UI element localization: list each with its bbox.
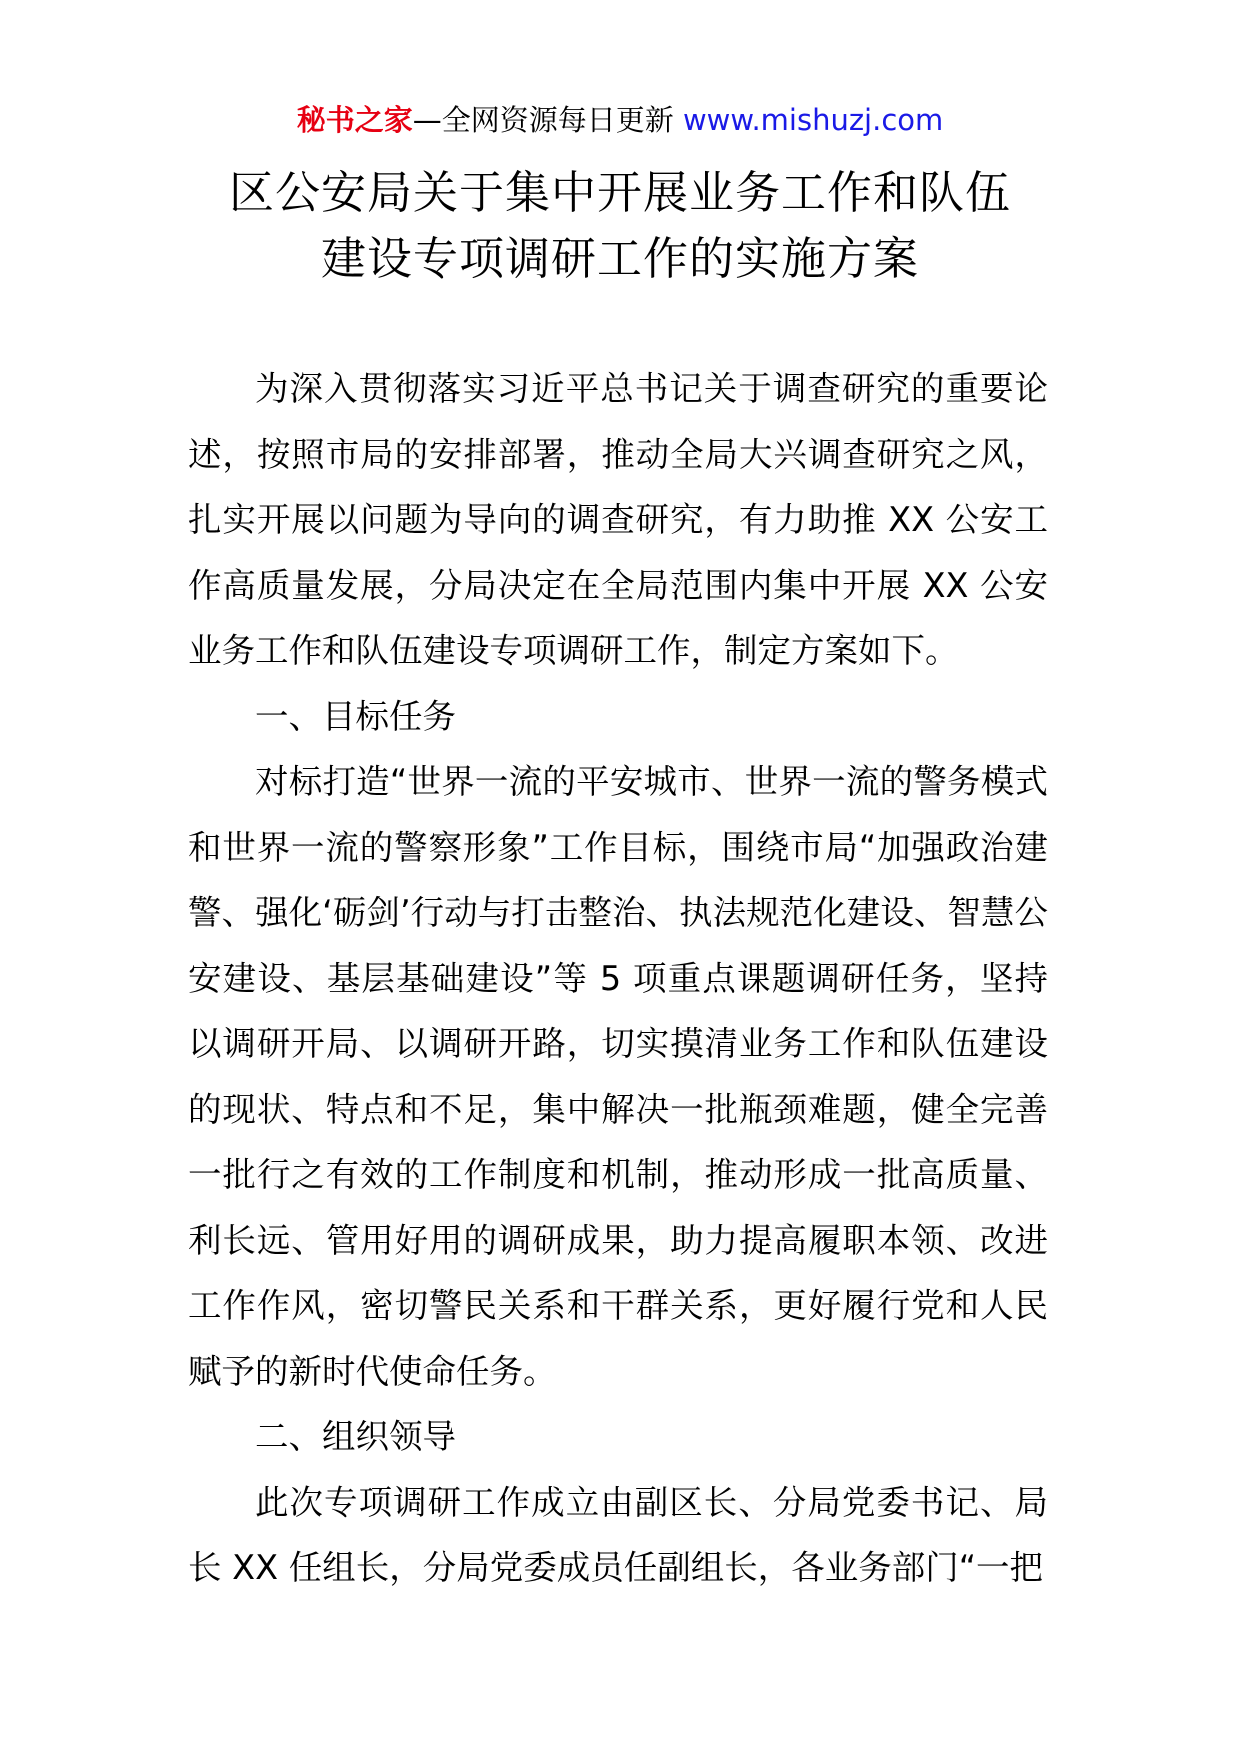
site-tagline: —全网资源每日更新 [412, 103, 683, 137]
site-header [0, 100, 1240, 140]
site-url-link[interactable]: www.mishuzj.com [682, 103, 944, 137]
document-title-line-2: 建设专项调研工作的实施方案 [320, 232, 919, 285]
goals-paragraph: 对标打造“世界一流的平安城市、世界一流的警务模式和世界一流的警察形象”工作目标，围绕市局“加强政治建警、强化‘砺剑’行动与打击整治、执法规范化建设、智慧公安建设、基层基础建设”等 5 项重点课题调研任务，坚持以调研开局、以调研开路，切实摸清业务工作和队伍建设的现状、特点和不足，集中解决一批瓶颈难题，健全完善一批行之有效的工作制度和机制，推动形成一批高质量、利长远、管用好用的调研成果，助力提高履职本领、改进工作作风，密切警民关系和干群关系，更好履行党和人民赋予的新时代使命任务。 [188, 762, 1048, 1391]
section-heading-organization: 二、组织领导 [255, 1417, 456, 1456]
site-brand: 秘书之家 [296, 103, 413, 137]
document-body [188, 356, 1048, 1601]
intro-paragraph: 为深入贯彻落实习近平总书记关于调查研究的重要论述，按照市局的安排部署，推动全局大兴调查研究之风，扎实开展以问题为导向的调查研究，有力助推 XX 公安工作高质量发展，分局决定在全局范围内集中开展 XX 公安业务工作和队伍建设专项调研工作，制定方案如下。 [188, 369, 1048, 670]
document-title-line-1: 区公安局关于集中开展业务工作和队伍 [228, 166, 1011, 219]
section-heading-goals: 一、目标任务 [255, 696, 456, 736]
document-title [0, 160, 1240, 292]
organization-paragraph: 此次专项调研工作成立由副区长、分局党委书记、局长 XX 任组长，分局党委成员任副组长，各业务部门“一把 [188, 1482, 1048, 1587]
